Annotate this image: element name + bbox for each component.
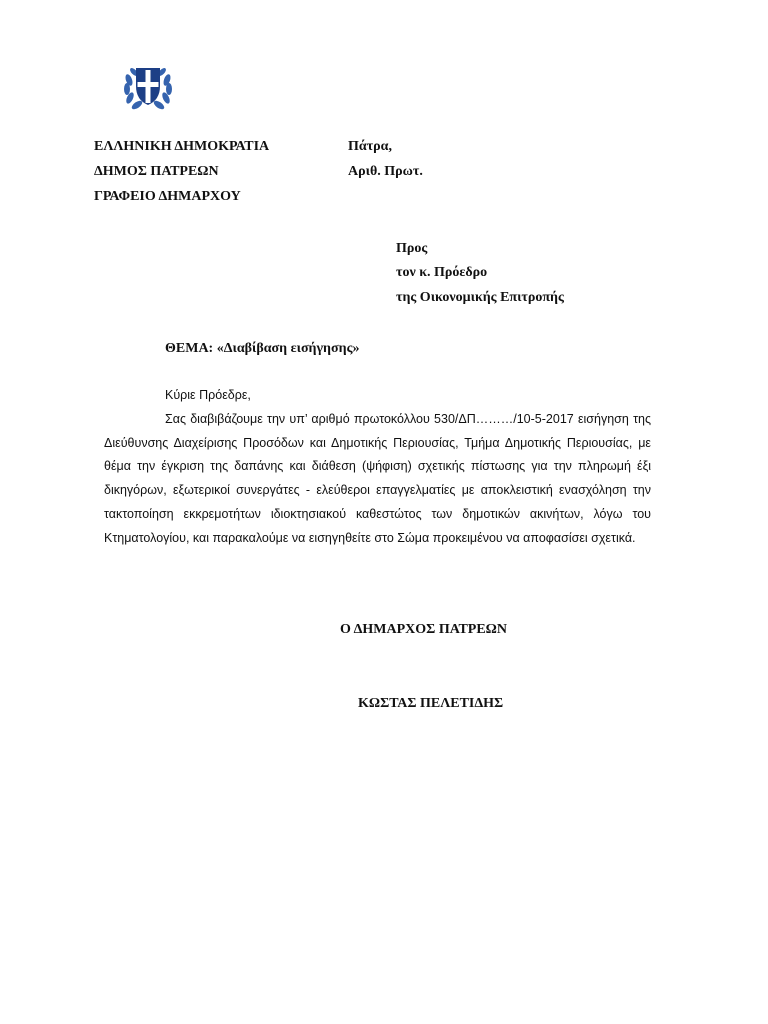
- recipient-person: τον κ. Πρόεδρο: [396, 265, 488, 280]
- letter-body: Σας διαβιβάζουμε την υπ’ αριθμό πρωτοκόλλου 530/ΔΠ………/10-5-2017 εισήγηση της Διεύθυνσης Διαχείρισης Προσόδων και Δημοτικής Περιουσίας, Τμήμα Δημοτικής Περιουσίας, με θέμα την έγκριση της δαπάνης και διάθεση (ψήφιση) σχετικής πίστωσης για την πληρωμή έξι δικηγόρων, εξωτερικοί συνεργάτες - ελεύθεροι επαγγελματίες με αποκλειστική ενασχόληση την τακτοποίηση εκκρεμοτήτων ιδιοκτησιακού καθεστώτος των δημοτικών ακινήτων, λόγω του Κτηματολογίου, και παρακαλούμε να εισηγηθείτε στο Σώμα προκειμένου να αποφασίσει σχετικά.: [104, 412, 651, 545]
- shield-cross-horizontal: [138, 82, 159, 87]
- signature-title: Ο ΔΗΜΑΡΧΟΣ ΠΑΤΡΕΩΝ: [340, 622, 508, 637]
- signature-name: ΚΩΣΤΑΣ ΠΕΛΕΤΙΔΗΣ: [358, 696, 504, 711]
- salutation: Κύριε Πρόεδρε,: [165, 388, 251, 402]
- recipient-committee: της Οικονομικής Επιτροπής: [396, 290, 564, 305]
- header-office: ΓΡΑΦΕΙΟ ΔΗΜΑΡΧΟΥ: [94, 189, 241, 204]
- header-protocol-number: Αριθ. Πρωτ.: [348, 164, 423, 179]
- header-place-date: Πάτρα,: [348, 139, 392, 154]
- greek-coat-of-arms-icon: [120, 58, 176, 114]
- recipient-to: Προς: [396, 241, 428, 256]
- header-country: ΕΛΛΗΝΙΚΗ ΔΗΜΟΚΡΑΤΙΑ: [94, 139, 270, 154]
- letter-subject: ΘΕΜΑ: «Διαβίβαση εισήγησης»: [165, 341, 360, 356]
- coat-of-arms-graphic: [120, 58, 176, 114]
- header-municipality: ΔΗΜΟΣ ΠΑΤΡΕΩΝ: [94, 164, 219, 179]
